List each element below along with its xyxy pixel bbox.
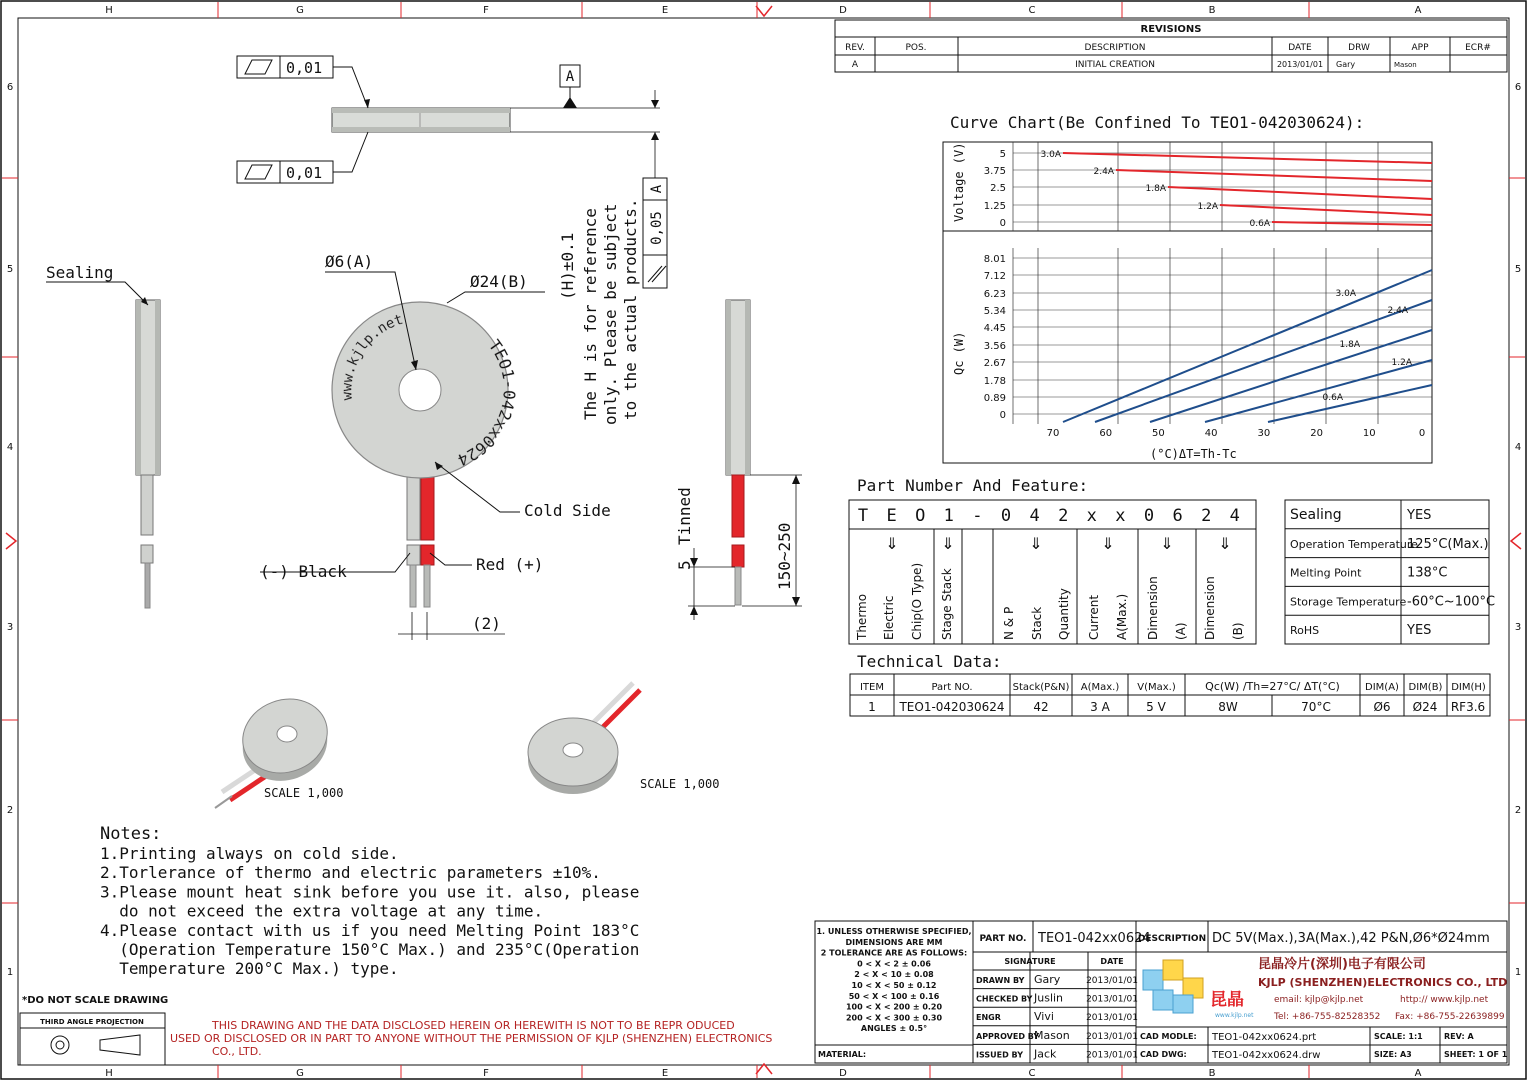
cad-model-label: CAD MODLE: — [1140, 1032, 1197, 1041]
cad-dwg-value: TEO1-042xx0624.drw — [1212, 1050, 1321, 1061]
note-line: 4.Please contact with us if you need Melting Point 183°C — [100, 920, 640, 940]
side-view-right — [675, 300, 802, 620]
qc-series-label: 1.8A — [1339, 340, 1360, 350]
signature-date: 2013/01/01 — [1086, 1031, 1138, 1042]
flatness-top-value: 0,01 — [286, 59, 323, 77]
part-number-char: x — [1115, 506, 1126, 526]
part-number-label: Dimension — [1203, 576, 1217, 640]
part-number-label: Stack — [1030, 606, 1044, 640]
part-number-char: 1 — [943, 506, 954, 526]
tech-cell: 1 — [868, 700, 876, 714]
material-label: MATERIAL: — [818, 1050, 867, 1059]
zone-label-left: 3 — [6, 622, 14, 633]
part-number-label: A(Max.) — [1115, 593, 1129, 640]
part-no-label: PART NO. — [979, 934, 1027, 944]
tech-cell: TEO1-042030624 — [899, 700, 1005, 714]
parallel-value: 0,05 — [649, 211, 665, 245]
qc-ticks — [984, 254, 1006, 421]
signature-name: Jack — [1034, 1047, 1057, 1061]
signature-name: Mason — [1034, 1028, 1070, 1042]
qc-series-label: 1.2A — [1391, 358, 1412, 368]
feature-value: YES — [1407, 623, 1432, 639]
signature-role: CHECKED BY — [976, 994, 1033, 1004]
projection-circle-icon — [51, 1036, 69, 1054]
tinned-dim: 5 — [675, 560, 694, 570]
zone-label-top: E — [661, 5, 669, 16]
signature-date: 2013/01/01 — [1086, 976, 1138, 986]
iso-view-1 — [215, 687, 343, 808]
zone-label-right: 4 — [1514, 442, 1522, 453]
zone-label-bottom: G — [296, 1068, 304, 1079]
part-number-label: Chip(O Type) — [910, 562, 924, 640]
qc-tick: 6.23 — [983, 289, 1006, 300]
zone-label-left: 2 — [6, 805, 14, 816]
company-email: email: kjlp@kjlp.net — [1274, 995, 1364, 1005]
zone-label-left: 5 — [6, 264, 14, 275]
projection-label: THIRD ANGLE PROJECTION — [40, 1018, 144, 1026]
lead-length-dim: 150~250 — [775, 522, 794, 590]
zone-label-bottom: B — [1208, 1068, 1216, 1079]
black-wire-label: (-) Black — [260, 562, 347, 581]
voltage-tick: 5 — [999, 149, 1006, 160]
zone-label-top: G — [296, 5, 304, 16]
part-number-char: x — [1086, 506, 1097, 526]
zone-label-top: H — [105, 5, 113, 16]
tech-header: DIM(B) — [1408, 682, 1443, 693]
cad-model-value: TEO1-042xx0624.prt — [1212, 1032, 1317, 1043]
feature-name: RoHS — [1290, 624, 1320, 638]
x-tick: 30 — [1257, 428, 1271, 439]
signature-date: 2013/01/01 — [1086, 994, 1138, 1005]
voltage-series — [1041, 150, 1432, 229]
x-tick: 0 — [1418, 428, 1426, 439]
qc-tick: 5.34 — [983, 306, 1006, 317]
qc-tick: 0.89 — [983, 393, 1006, 404]
zone-label-right: 1 — [1514, 967, 1522, 978]
features-table — [1285, 500, 1495, 644]
projection-cone-icon — [100, 1035, 140, 1055]
tolerance-line: 200 < X < 300 ± 0.30 — [845, 1013, 943, 1023]
part-number-char: E — [886, 506, 897, 526]
voltage-series-label: 1.8A — [1145, 184, 1166, 194]
parallel-datum: A — [649, 184, 665, 194]
height-note-2: The H is for reference — [581, 208, 600, 420]
disc-print-top: www.kjlp.net — [339, 311, 406, 401]
qc-tick: 7.12 — [983, 271, 1006, 282]
down-arrow-icon: ⇓ — [1101, 534, 1115, 553]
logo-url: www.kjlp.net — [1215, 1012, 1254, 1019]
tech-header: ITEM — [859, 682, 885, 693]
down-arrow-icon: ⇓ — [1029, 534, 1043, 553]
voltage-series-label: 2.4A — [1093, 167, 1114, 177]
pitch-dim: (2) — [472, 614, 501, 633]
part-number-label: Quantity — [1057, 588, 1071, 640]
tolerance-notes — [816, 927, 971, 1033]
qc-tick: 8.01 — [983, 254, 1006, 265]
rev-header-drw: DRW — [1348, 43, 1370, 53]
scale-label-1: SCALE 1,000 — [264, 786, 344, 800]
feature-value: 138°C — [1407, 565, 1448, 581]
down-arrow-icon: ⇓ — [1218, 534, 1232, 553]
part-number-label: N & P — [1002, 606, 1016, 640]
notes-lines — [100, 844, 639, 978]
technical-title: Technical Data: — [857, 652, 1002, 671]
rev-header-app: APP — [1411, 43, 1429, 53]
cad-dwg-label: CAD DWG: — [1140, 1050, 1187, 1059]
part-number-labels — [855, 534, 1245, 641]
voltage-series-label: 0.6A — [1249, 219, 1270, 229]
note-line: (Operation Temperature 150°C Max.) and 235°C(Operation — [100, 940, 640, 959]
rev-value: A — [851, 60, 859, 70]
voltage-series-line — [1168, 187, 1432, 199]
disclaimer-3: CO., LTD. — [212, 1045, 262, 1058]
voltage-grid — [1013, 142, 1432, 231]
tolerance-line: ANGLES ± 0.5° — [860, 1024, 928, 1034]
part-number-char: 0 — [1000, 506, 1012, 526]
voltage-ticks — [984, 149, 1006, 229]
signature-rows — [973, 973, 1138, 1060]
signature-name: Vivi — [1034, 1010, 1054, 1024]
company-http: http:// www.kjlp.net — [1400, 995, 1489, 1005]
note-line: do not exceed the extra voltage at any time. — [100, 901, 544, 921]
tolerance-line: 1. UNLESS OTHERWISE SPECIFIED, — [816, 927, 972, 936]
height-note-3: only. Please be subject — [601, 203, 620, 425]
company-fax: Fax: +86-755-22639899 — [1395, 1012, 1505, 1022]
qc-tick: 0 — [999, 410, 1006, 421]
tech-cell: 8W — [1218, 700, 1238, 714]
feature-value: 125°C(Max.) — [1407, 536, 1489, 552]
part-number-label: Stage Stack — [940, 568, 954, 640]
red-wire-label: Red (+) — [476, 555, 544, 574]
feature-value: YES — [1407, 508, 1432, 523]
tech-cell: 42 — [1033, 700, 1049, 714]
qc-tick: 3.56 — [983, 341, 1006, 352]
datum-label: A — [565, 69, 575, 85]
rev-header-pos: POS. — [905, 43, 927, 53]
side-view-left — [46, 263, 160, 608]
tech-header: Qc(W) /Th=27°C/ ΔT(°C) — [1205, 680, 1340, 693]
zone-label-left: 6 — [6, 82, 14, 93]
tech-header: Stack(P&N) — [1012, 682, 1070, 693]
voltage-tick: 3.75 — [983, 166, 1006, 177]
note-line: 3.Please mount heat sink before you use it. also, please — [100, 882, 640, 902]
qc-series-line — [1268, 385, 1432, 422]
x-tick: 50 — [1152, 428, 1165, 439]
signature-role: ENGR — [976, 1013, 1001, 1023]
signature-date: 2013/01/01 — [1086, 1050, 1138, 1061]
company-en: KJLP (SHENZHEN)ELECTRONICS CO., LTD — [1258, 976, 1508, 989]
down-arrow-icon: ⇓ — [1160, 534, 1174, 553]
voltage-tick: 2.5 — [990, 183, 1006, 194]
tech-header: DIM(H) — [1451, 682, 1486, 693]
sheet-value: SHEET: 1 OF 1 — [1444, 1050, 1508, 1059]
size-value: SIZE: A3 — [1374, 1050, 1412, 1059]
rev-drawn-by: Gary — [1336, 60, 1356, 69]
feature-name: Melting Point — [1290, 566, 1362, 580]
tech-header: V(Max.) — [1137, 682, 1176, 693]
signature-role: APPROVED BY — [976, 1031, 1040, 1041]
zone-label-top: F — [483, 5, 489, 16]
dim-a-label: Ø6(A) — [325, 252, 374, 271]
zone-label-bottom: F — [483, 1068, 489, 1079]
voltage-series-line — [1272, 222, 1432, 225]
tolerance-line: DIMENSIONS ARE MM — [845, 937, 943, 947]
note-line: Temperature 200°C Max.) type. — [100, 959, 399, 979]
x-ticks — [1047, 428, 1426, 439]
curve-chart-title: Curve Chart(Be Confined To TEO1-042030624): — [950, 113, 1365, 132]
signature-name: Juslin — [1034, 991, 1064, 1005]
tech-cell: 3 A — [1090, 700, 1110, 714]
feature-name: Storage Temperature — [1290, 595, 1407, 609]
signature-header: SIGNATURE — [1004, 957, 1056, 966]
part-number-char: O — [915, 506, 926, 526]
zone-label-right: 5 — [1514, 264, 1522, 275]
part-number-label: Current — [1087, 594, 1101, 640]
tolerance-line: 0 < X < 2 ± 0.06 — [857, 959, 931, 969]
part-number-label: Thermo — [855, 593, 869, 640]
part-number-label: (B) — [1231, 622, 1245, 640]
down-arrow-icon: ⇓ — [941, 534, 955, 553]
tech-cell: 5 V — [1146, 700, 1166, 714]
qc-series-label: 0.6A — [1322, 393, 1343, 403]
voltage-ylabel: Voltage (V) — [952, 142, 966, 222]
tolerance-line: 50 < X < 100 ± 0.16 — [848, 991, 940, 1001]
revisions-title: REVISIONS — [1140, 24, 1202, 35]
tech-cell: 70°C — [1301, 700, 1331, 714]
rev-header-rev: REV. — [845, 43, 865, 53]
tinned-label: Tinned — [675, 487, 694, 545]
zone-label-right: 3 — [1514, 622, 1522, 633]
zone-label-right: 6 — [1514, 82, 1522, 93]
part-number-char: 4 — [1229, 506, 1240, 526]
zone-label-bottom: D — [839, 1068, 847, 1079]
rev-header-date: DATE — [1288, 43, 1312, 53]
zone-label-bottom: C — [1028, 1068, 1036, 1079]
zone-label-top: A — [1414, 5, 1422, 16]
feature-value: -60°C~100°C — [1407, 594, 1496, 610]
disclaimer-2: USED OR DISCLOSED OR IN PART TO ANYONE WITHOUT THE PERMISSION OF KJLP (SHENZHEN) ELECTRONICS — [170, 1032, 773, 1045]
description-value: DC 5V(Max.),3A(Max.),42 P&N,Ø6*Ø24mm — [1212, 931, 1490, 946]
height-note-4: to the actual products. — [621, 198, 640, 420]
voltage-tick: 0 — [999, 218, 1006, 229]
sealing-label: Sealing — [46, 263, 114, 282]
disc-front-view — [260, 252, 611, 640]
height-note-1: (H)±0.1 — [558, 232, 577, 300]
zone-label-top: C — [1028, 5, 1036, 16]
signature-date: 2013/01/01 — [1086, 1013, 1138, 1024]
rev-header-description: DESCRIPTION — [1084, 43, 1146, 53]
x-tick: 20 — [1310, 428, 1323, 439]
zone-label-top: D — [839, 5, 847, 16]
signature-name: Gary — [1034, 973, 1061, 986]
tech-cell: Ø6 — [1373, 700, 1391, 714]
flatness-bottom-value: 0,01 — [286, 164, 323, 182]
disc-print-bottom: TEO1-042xx0624 — [454, 336, 520, 470]
zone-label-bottom: H — [105, 1068, 113, 1079]
chart-xlabel: (°C)ΔT=Th-Tc — [1150, 447, 1237, 461]
notes-title: Notes: — [100, 824, 162, 844]
feature-name: Sealing — [1290, 507, 1342, 523]
tech-cell: Ø24 — [1412, 700, 1438, 714]
scale-value: SCALE: 1:1 — [1374, 1032, 1423, 1041]
qc-series-label: 2.4A — [1387, 306, 1408, 316]
tech-cell: RF3.6 — [1450, 700, 1486, 714]
tech-header: Part NO. — [931, 682, 973, 693]
part-number-section — [849, 476, 1495, 644]
zone-label-bottom: A — [1414, 1068, 1422, 1079]
tolerance-line: 2 TOLERANCE ARE AS FOLLOWS: — [820, 948, 968, 958]
zone-label-top: B — [1208, 5, 1216, 16]
signature-role: DRAWN BY — [976, 976, 1025, 985]
logo-text: 昆晶 — [1210, 990, 1244, 1010]
part-number-char: 6 — [1172, 506, 1183, 526]
voltage-series-label: 1.2A — [1197, 202, 1218, 212]
down-arrow-icon: ⇓ — [885, 534, 899, 553]
company-tel: Tel: +86-755-82528352 — [1274, 1012, 1381, 1022]
part-number-char: 2 — [1201, 506, 1212, 526]
part-number-char: 4 — [1029, 506, 1040, 526]
part-no-value: TEO1-042xx0624 — [1038, 931, 1151, 946]
x-tick: 10 — [1362, 428, 1376, 439]
part-number-char: T — [857, 506, 869, 526]
center-arrow-top — [756, 6, 772, 16]
rev-approved-by: Mason — [1394, 61, 1417, 69]
curve-chart — [943, 113, 1432, 463]
part-number-char: - — [972, 506, 983, 526]
rev-description: INITIAL CREATION — [1075, 60, 1155, 70]
center-arrow-left — [6, 533, 16, 549]
zone-label-left: 4 — [6, 442, 14, 453]
do-not-scale: *DO NOT SCALE DRAWING — [22, 995, 169, 1006]
cold-side-label: Cold Side — [524, 501, 611, 520]
qc-tick: 2.67 — [983, 358, 1006, 369]
company-logo — [1143, 960, 1254, 1019]
part-number-label: Dimension — [1146, 576, 1160, 640]
scale-label-2: SCALE 1,000 — [640, 777, 720, 791]
company-cn: 昆晶冷片(深圳)电子有限公司 — [1258, 957, 1426, 972]
part-number-title: Part Number And Feature: — [857, 476, 1089, 495]
description-label: DESCRIPTION — [1137, 934, 1207, 944]
disclaimer-1: THIS DRAWING AND THE DATA DISCLOSED HEREIN OR HEREWITH IS NOT TO BE REPR ODUCED — [212, 1019, 735, 1032]
qc-series-label: 3.0A — [1335, 289, 1356, 299]
date-header: DATE — [1100, 957, 1124, 966]
technical-data — [850, 652, 1490, 716]
title-block — [815, 921, 1508, 1063]
zone-label-left: 1 — [6, 967, 14, 978]
rev-header-ecr: ECR# — [1465, 43, 1491, 53]
note-line: 1.Printing always on cold side. — [100, 844, 399, 863]
feature-name: Operation Temperature — [1290, 537, 1418, 551]
qc-series-line — [1150, 330, 1432, 422]
part-number-char: 0 — [1143, 506, 1155, 526]
qc-tick: 1.78 — [983, 376, 1006, 387]
signature-role: ISSUED BY — [976, 1050, 1023, 1060]
part-number-char: 2 — [1058, 506, 1069, 526]
x-tick: 60 — [1099, 428, 1113, 439]
x-tick: 70 — [1046, 428, 1060, 439]
iso-view-2 — [528, 683, 719, 794]
note-line: 2.Torlerance of thermo and electric parameters ±10%. — [100, 863, 601, 883]
dim-b-label: Ø24(B) — [470, 272, 528, 291]
rev-value-block: REV: A — [1444, 1032, 1474, 1041]
voltage-tick: 1.25 — [983, 201, 1006, 212]
tech-header: DIM(A) — [1365, 682, 1399, 693]
tolerance-line: 100 < X < 200 ± 0.20 — [845, 1002, 943, 1012]
tech-header: A(Max.) — [1080, 682, 1120, 693]
x-tick: 40 — [1204, 428, 1218, 439]
tolerance-line: 2 < X < 10 ± 0.08 — [854, 970, 934, 980]
qc-ylabel: Qc (W) — [952, 331, 966, 375]
tolerance-line: 10 < X < 50 ± 0.12 — [851, 981, 937, 990]
zone-label-bottom: E — [661, 1068, 669, 1079]
qc-tick: 4.45 — [983, 323, 1006, 334]
voltage-series-label: 3.0A — [1040, 150, 1061, 160]
rev-date: 2013/01/01 — [1276, 60, 1324, 69]
part-number-label: Electric — [882, 595, 896, 640]
part-number-label: (A) — [1174, 622, 1188, 640]
zone-label-right: 2 — [1514, 805, 1522, 816]
notes — [20, 824, 772, 1065]
qc-series-line — [1095, 300, 1432, 422]
revisions-table — [835, 20, 1507, 72]
center-arrow-right — [1511, 533, 1521, 549]
